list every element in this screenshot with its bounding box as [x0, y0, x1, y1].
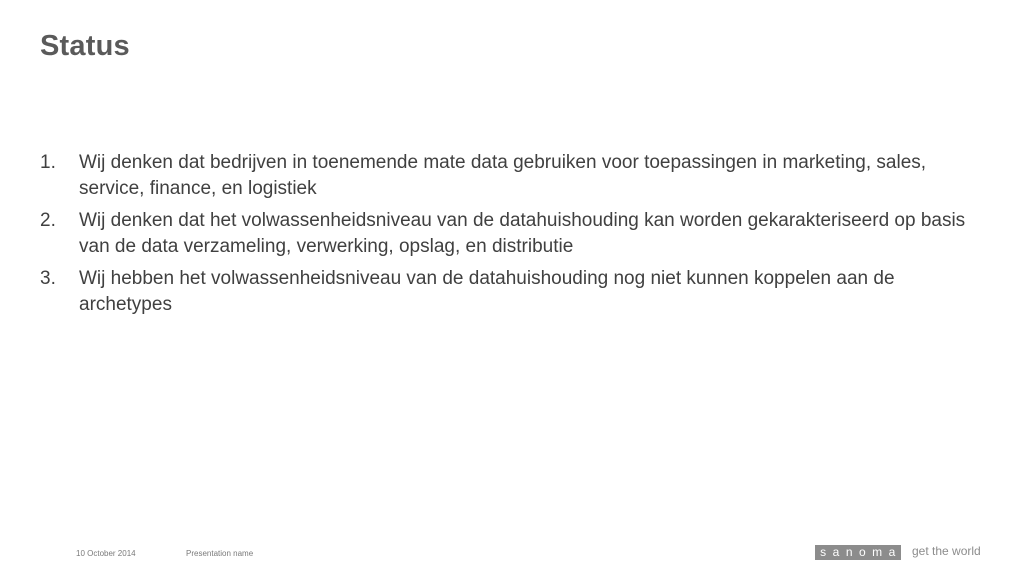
list-item	[40, 208, 985, 260]
list-item-text: Wij denken dat bedrijven in toenemende mate data gebruiken voor toepassingen in marketing, sales, service, finance, en logistiek	[79, 152, 927, 199]
logo-text: sanoma	[820, 545, 902, 559]
list-item-text: Wij hebben het volwassenheidsniveau van de datahuishouding nog niet kunnen koppelen aan de archetypes	[79, 268, 895, 315]
footer-date: 10 October 2014	[76, 549, 136, 558]
footer-presentation-name: Presentation name	[186, 549, 254, 558]
list-item-text: Wij denken dat het volwassenheidsniveau van de datahuishouding kan worden gekarakteriseerd op basis van de data verzameling, verwerking, opslag, en distributie	[79, 210, 966, 257]
list-item-number: 3.	[40, 268, 56, 289]
list-item	[40, 150, 985, 202]
status-list	[40, 150, 985, 324]
slide-title: Status	[40, 30, 130, 62]
list-item-number: 1.	[40, 152, 56, 173]
list-item	[40, 266, 985, 318]
logo-tagline: get the world	[912, 544, 981, 558]
list-item-number: 2.	[40, 210, 56, 231]
sanoma-logo	[815, 545, 901, 560]
